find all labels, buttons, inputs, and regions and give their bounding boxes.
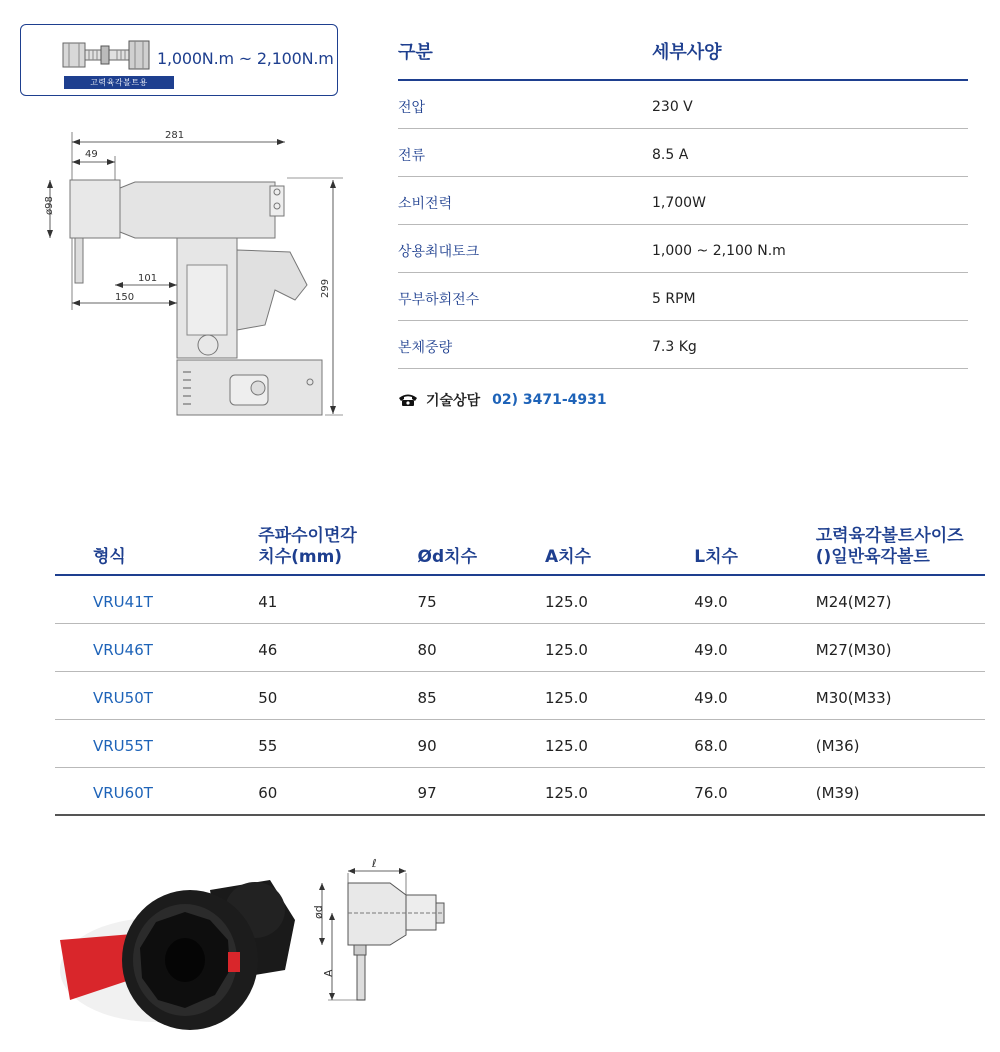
spec-row [398, 225, 968, 273]
cell-l: 49.0 [694, 592, 728, 611]
tech-support-contact [398, 390, 607, 410]
spec-value: 8.5 A [652, 146, 689, 163]
cell-bolt-size: M30(M33) [815, 688, 892, 707]
telephone-icon [398, 393, 418, 407]
cell-bolt-size: M27(M30) [815, 640, 892, 659]
cell-a: 125.0 [544, 784, 588, 802]
dim-101: 101 [138, 273, 158, 284]
cell-a: 125.0 [544, 592, 588, 611]
model-name[interactable]: VRU55T [93, 736, 153, 755]
table-row [55, 576, 985, 624]
col-header-a: A치수 [544, 547, 591, 567]
table-row [55, 672, 985, 720]
spec-header [398, 38, 968, 81]
cell-l: 76.0 [694, 784, 728, 802]
spec-row [398, 321, 968, 369]
tech-support-phone[interactable]: 02) 3471-4931 [492, 392, 607, 408]
model-name[interactable]: VRU46T [93, 640, 153, 659]
spec-value: 1,000 ~ 2,100 N.m [652, 242, 786, 259]
spec-row [398, 177, 968, 225]
dim-dia98: ø98 [44, 196, 55, 215]
spec-row [398, 273, 968, 321]
cell-l: 68.0 [694, 736, 728, 755]
cell-bolt-size: M24(M27) [815, 592, 892, 611]
model-table-header [55, 520, 985, 576]
cell-l: 49.0 [694, 640, 728, 659]
spec-label: 전류 [398, 147, 426, 164]
spec-label: 무부하회전수 [398, 291, 480, 308]
spec-label: 소비전력 [398, 195, 453, 212]
bolt-icon [61, 35, 157, 75]
model-name[interactable]: VRU60T [93, 784, 153, 802]
model-name[interactable]: VRU41T [93, 592, 153, 611]
spec-table [398, 38, 968, 369]
cell-a: 125.0 [544, 736, 588, 755]
col-header-across-flats: 주파수이면각 치수(mm) [258, 526, 357, 567]
tech-support-label: 기술상담 [426, 393, 481, 409]
spec-row [398, 129, 968, 177]
cell-across-flats: 60 [258, 784, 278, 802]
spec-header-detail: 세부사양 [652, 42, 722, 63]
cell-across-flats: 41 [258, 592, 278, 611]
cell-diameter: 85 [417, 688, 437, 707]
model-table [55, 520, 985, 816]
cell-across-flats: 55 [258, 736, 278, 755]
cell-diameter: 75 [417, 592, 437, 611]
cell-bolt-size: (M39) [815, 784, 860, 802]
bolt-type-tag: 고력육각볼트용 [64, 76, 174, 89]
table-row [55, 624, 985, 672]
col-header-bolt-size: 고력육각볼트사이즈 ()일반육각볼트 [815, 526, 964, 567]
cell-l: 49.0 [694, 688, 728, 707]
cell-bolt-size: (M36) [815, 736, 860, 755]
label-a: A [322, 969, 335, 977]
cell-across-flats: 50 [258, 688, 278, 707]
cell-a: 125.0 [544, 688, 588, 707]
torque-range: 1,000N.m ~ 2,100N.m [157, 49, 334, 68]
tool-dimension-drawing [25, 120, 345, 420]
socket-photo [60, 860, 300, 1030]
spec-value: 230 V [652, 98, 693, 115]
cell-diameter: 97 [417, 784, 437, 802]
col-header-l: L치수 [694, 547, 738, 567]
col-header-model: 형식 [93, 547, 126, 567]
col-header-diameter: Ød치수 [417, 547, 478, 567]
cell-diameter: 90 [417, 736, 437, 755]
model-name[interactable]: VRU50T [93, 688, 153, 707]
socket-dimension-diagram [310, 855, 460, 1015]
spec-value: 5 RPM [652, 290, 696, 307]
table-row [55, 768, 985, 816]
cell-a: 125.0 [544, 640, 588, 659]
label-l: ℓ [372, 857, 377, 870]
dim-299: 299 [320, 278, 331, 298]
spec-label: 본체중량 [398, 339, 453, 356]
dim-281: 281 [165, 130, 185, 141]
spec-label: 상용최대토크 [398, 243, 480, 260]
dim-150: 150 [115, 292, 135, 303]
spec-row [398, 81, 968, 129]
torque-range-badge [20, 24, 338, 96]
spec-value: 1,700W [652, 194, 706, 211]
cell-diameter: 80 [417, 640, 437, 659]
table-row [55, 720, 985, 768]
spec-header-category: 구분 [398, 42, 433, 63]
dim-49: 49 [85, 149, 98, 160]
label-d: ød [312, 905, 325, 919]
spec-label: 전압 [398, 99, 426, 116]
spec-value: 7.3 Kg [652, 338, 697, 355]
cell-across-flats: 46 [258, 640, 278, 659]
